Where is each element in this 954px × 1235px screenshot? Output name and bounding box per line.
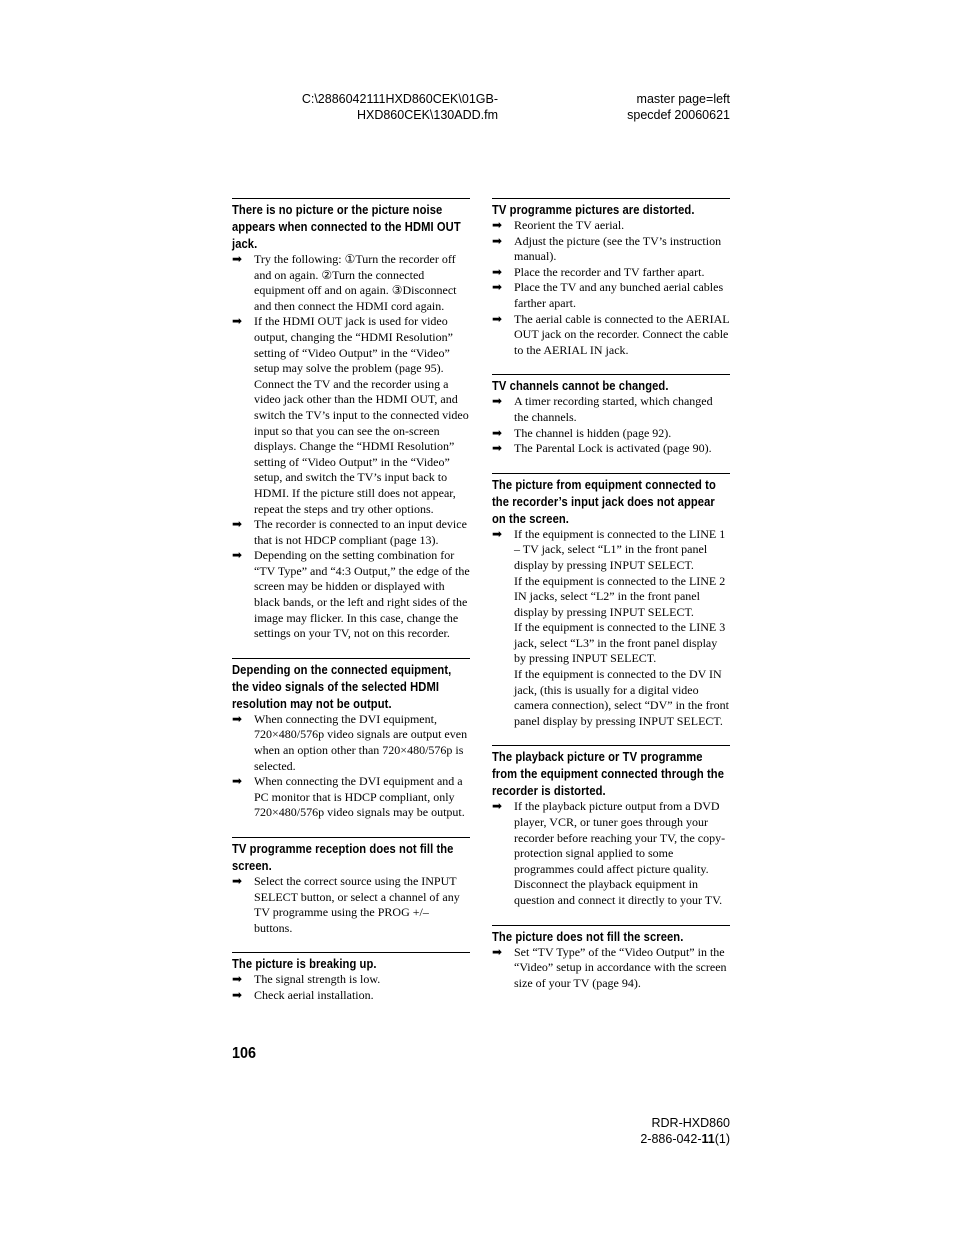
- bullet-text: The channel is hidden (page 92).: [514, 425, 672, 440]
- bullet-item: [232, 517, 470, 548]
- bullet-text: Select the correct source using the INPUT SELECT button, or select a channel of any TV programme using the PROG +/– buttons.: [254, 874, 460, 935]
- arrow-right-icon: ➡: [232, 252, 243, 266]
- bullet-item: [232, 774, 470, 821]
- page-number: 106: [232, 1045, 257, 1062]
- arrow-right-icon: ➡: [492, 394, 503, 409]
- bullet-text: A timer recording started, which changed the channels.: [514, 394, 713, 424]
- bullet-text: Set “TV Type” of the “Video Output” in the “Video” setup in accordance with the screen size of your TV (page 94).: [514, 944, 727, 990]
- arrow-right-icon: ➡: [232, 987, 243, 1002]
- bullet-item: [492, 312, 730, 359]
- bullet-item: [232, 252, 470, 314]
- bullet-item: [492, 945, 730, 992]
- bullet-item: [492, 280, 730, 311]
- arrow-right-icon: ➡: [232, 972, 243, 987]
- bullet-text: Adjust the picture (see the TV’s instruction manual).: [514, 233, 722, 264]
- bullet-item: [492, 234, 730, 265]
- arrow-right-icon: ➡: [232, 314, 243, 329]
- arrow-right-icon: ➡: [492, 218, 503, 232]
- model-number: RDR-HXD860: [651, 1116, 730, 1130]
- document-code: [640, 1132, 730, 1148]
- section-title: The picture is breaking up.: [232, 956, 377, 972]
- arrow-right-icon: ➡: [232, 548, 243, 563]
- bullet-text: The aerial cable is connected to the AERIAL OUT jack on the recorder. Connect the cable to the AERIAL IN jack.: [514, 311, 730, 357]
- bullet-text: If the HDMI OUT jack is used for video output, changing the “HDMI Resolution” setting of “Video Output” in the “Video” setup may solve the problem (page 95). Connect the TV and the recorder using a video jack other than the HDMI OUT, and switch the TV’s input to the connected video input so that you can see the on-screen displays. Change the “HDMI Resolution” setting of “Video Output” in the “Video” setup, and switch the TV’s input back to HDMI. If the picture still does not appear, repeat the steps and try other options.: [254, 314, 469, 516]
- bullet-item: [492, 218, 730, 234]
- arrow-right-icon: ➡: [492, 944, 503, 959]
- bullet-item: [492, 426, 730, 442]
- bullet-text: Place the TV and any bunched aerial cables farther apart.: [514, 280, 724, 310]
- arrow-right-icon: ➡: [232, 711, 243, 726]
- section-title: The playback picture or TV programme from the equipment connected through the recorder is distorted.: [492, 749, 725, 799]
- section-title: TV programme pictures are distorted.: [492, 202, 695, 217]
- troubleshooting-section: [492, 473, 730, 730]
- troubleshooting-section: [232, 952, 470, 1003]
- section-title: TV channels cannot be changed.: [492, 378, 669, 394]
- bullet-item: [232, 548, 470, 642]
- bullet-item: [492, 394, 730, 425]
- arrow-right-icon: ➡: [232, 874, 243, 888]
- master-page-line2: specdef 20060621: [627, 107, 730, 122]
- master-page-info: [560, 92, 730, 123]
- bullet-item: [492, 441, 730, 457]
- bullet-text: Place the recorder and TV farther apart.: [514, 264, 705, 279]
- section-title: There is no picture or the picture noise appears when connected to the HDMI OUT jack.: [232, 202, 461, 251]
- bullet-item: [492, 265, 730, 281]
- section-title: TV programme reception does not fill the screen.: [232, 841, 454, 873]
- arrow-right-icon: ➡: [492, 799, 503, 814]
- left-column: [232, 198, 470, 1020]
- bullet-item: [232, 972, 470, 988]
- section-title: The picture does not fill the screen.: [492, 928, 684, 944]
- bullet-item: [232, 874, 470, 936]
- troubleshooting-section: [232, 837, 470, 936]
- bullet-item: [232, 712, 470, 774]
- arrow-right-icon: ➡: [492, 311, 503, 326]
- section-title: The picture from equipment connected to the recorder’s input jack does not appear on the screen.: [492, 476, 716, 526]
- bullet-text: Reorient the TV aerial.: [514, 218, 625, 232]
- master-page-line1: master page=left: [636, 92, 730, 106]
- troubleshooting-section: [492, 925, 730, 992]
- bullet-text: When connecting the DVI equipment, 720×480/576p video signals are output even when an option other than 720×480/576p is selected.: [254, 711, 468, 773]
- document-code-suffix: (1): [714, 1132, 730, 1146]
- arrow-right-icon: ➡: [492, 233, 503, 248]
- document-code-bold: 11: [701, 1132, 715, 1146]
- bullet-text: Check aerial installation.: [254, 987, 374, 1002]
- arrow-right-icon: ➡: [492, 264, 503, 279]
- troubleshooting-section: [492, 745, 730, 908]
- troubleshooting-section: [492, 198, 730, 358]
- bullet-text: The recorder is connected to an input device that is not HDCP compliant (page 13).: [254, 517, 467, 547]
- bullet-item: [232, 988, 470, 1004]
- bullet-text: When connecting the DVI equipment and a PC monitor that is HDCP compliant, only 720×480/576p video signals may be output.: [254, 774, 465, 820]
- file-path: [232, 92, 498, 123]
- arrow-right-icon: ➡: [232, 517, 243, 532]
- troubleshooting-section: [232, 658, 470, 821]
- bullet-item: [232, 314, 470, 517]
- troubleshooting-section: [232, 198, 470, 642]
- section-title: Depending on the connected equipment, the video signals of the selected HDMI resolution may not be output.: [232, 661, 452, 711]
- bullet-text: The Parental Lock is activated (page 90).: [514, 441, 712, 456]
- bullet-text: If the equipment is connected to the LINE 1 – TV jack, select “L1” in the front panel display by pressing INPUT SELECT. If the equipment is connected to the LINE 2 IN jacks, select “L2” in the front panel display by pressing INPUT SELECT. If the equipment is connected to the LINE 3 jack, select “L3” in the front panel display by pressing INPUT SELECT. If the equipment is connected to the DV IN jack, (this is usually for a digital video camera connection), select “DV” in the front panel display by pressing INPUT SELECT.: [514, 526, 729, 728]
- right-column: [492, 198, 730, 1007]
- bullet-text: The signal strength is low.: [254, 972, 381, 987]
- file-path-line1: C:\2886042111HXD860CEK\01GB-: [301, 92, 498, 106]
- bullet-text: Depending on the setting combination for “TV Type” and “4:3 Output,” the edge of the screen may be hidden or displayed with black bands, or the left and right sides of the image may flicker. In this case, change the settings on your TV, not on this recorder.: [254, 548, 470, 641]
- file-path-line2: HXD860CEK\130ADD.fm: [356, 107, 498, 122]
- bullet-item: [492, 799, 730, 908]
- arrow-right-icon: ➡: [492, 425, 503, 440]
- bullet-text: Try the following: ①Turn the recorder off and on again. ②Turn the connected equipment off and on again. ③Disconnect and then connect the HDMI cord again.: [254, 252, 457, 313]
- bullet-item: [492, 527, 730, 730]
- bullet-text: If the playback picture output from a DVD player, VCR, or tuner goes through your recorder before reaching your TV, the copy-protection signal applied to some programmes could affect picture quality. Disconnect the playback equipment in question and connect it directly to your TV.: [514, 799, 726, 907]
- troubleshooting-section: [492, 374, 730, 456]
- arrow-right-icon: ➡: [232, 774, 243, 789]
- arrow-right-icon: ➡: [492, 280, 503, 295]
- arrow-right-icon: ➡: [492, 441, 503, 456]
- document-code-prefix: 2-886-042-: [640, 1132, 702, 1146]
- arrow-right-icon: ➡: [492, 526, 503, 541]
